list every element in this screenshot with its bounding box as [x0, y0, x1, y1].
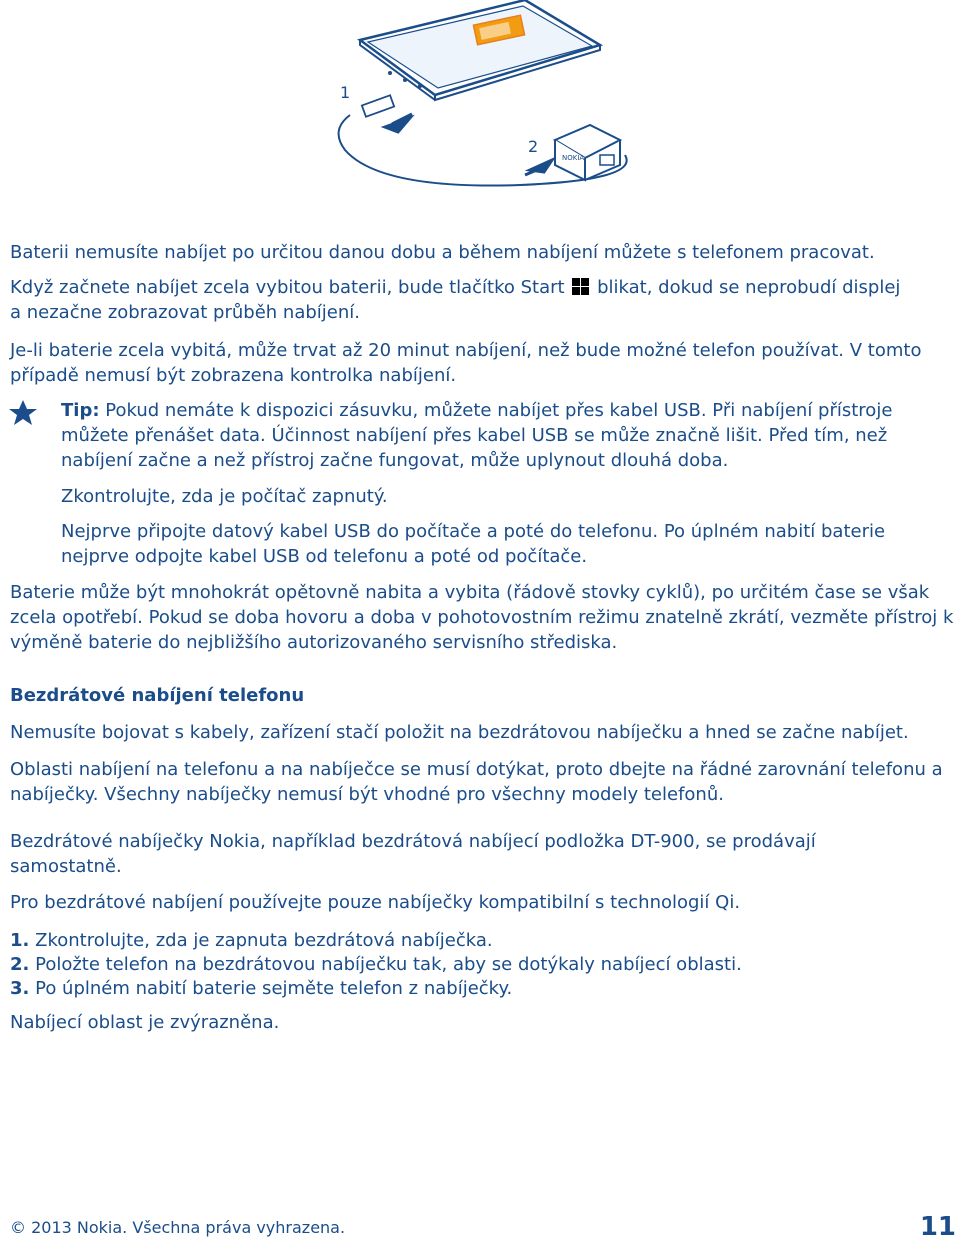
step-3: [10, 976, 512, 1001]
step-2-number: 2.: [10, 954, 30, 975]
paragraph-wireless-alignment: Oblasti nabíjení na telefonu a na nabíječce se musí dotýkat, proto dbejte na řádné zarovnání telefonu a nabíječky. Všechny nabíječky nemusí být vhodné pro všechny modely telefonů.: [10, 759, 943, 805]
paragraph-wireless-intro: Nemusíte bojovat s kabely, zařízení stačí položit na bezdrátovou nabíječku a hned se začne nabíjet.: [10, 722, 909, 743]
phone-image: [360, 0, 600, 100]
step-label-1: 1: [340, 83, 351, 102]
paragraph-empty-battery-line2: případě nemusí být zobrazena kontrolka nabíjení.: [10, 365, 457, 386]
charging-illustration: [320, 0, 650, 200]
tip-paragraph: [61, 398, 951, 473]
tip-connect-usb: Nejprve připojte datový kabel USB do počítače a poté do telefonu. Po úplném nabití baterie nejprve odpojte kabel USB od telefonu a poté od počítače.: [61, 521, 886, 567]
start-blink-text-1: Když začnete nabíjet zcela vybitou baterii, bude tlačítko Start: [10, 277, 565, 298]
paragraph-wireless-qi: Pro bezdrátové nabíjení používejte pouze nabíječky kompatibilní s technologií Qi.: [10, 892, 741, 913]
step-2-text: Položte telefon na bezdrátovou nabíječku tak, aby se dotýkaly nabíjecí oblasti.: [35, 954, 742, 975]
arrow-1-icon: [385, 114, 412, 132]
page-number: 11: [919, 1212, 956, 1242]
step-1: [10, 928, 493, 953]
tip-label: Tip:: [61, 400, 100, 421]
charger-image: [555, 125, 620, 180]
tip-check-computer: Zkontrolujte, zda je počítač zapnutý.: [61, 486, 388, 507]
paragraph-start-blink: [10, 275, 900, 300]
step-2: [10, 952, 742, 977]
tip-star-icon: [8, 398, 38, 428]
step-3-number: 3.: [10, 978, 30, 999]
windows-start-icon: [572, 278, 589, 295]
section-heading-wireless: Bezdrátové nabíjení telefonu: [10, 685, 305, 706]
paragraph-empty-battery-line1: Je-li baterie zcela vybitá, může trvat až 20 minut nabíjení, než bude možné telefon používat. V tomto: [10, 340, 922, 361]
step-1-number: 1.: [10, 930, 30, 951]
start-blink-text-2: blikat, dokud se neprobudí displej: [597, 277, 901, 298]
footer-copyright: © 2013 Nokia. Všechna práva vyhrazena.: [10, 1218, 346, 1237]
step-1-text: Zkontrolujte, zda je zapnuta bezdrátová nabíječka.: [35, 930, 493, 951]
step-label-2: 2: [528, 137, 539, 156]
step-3-text: Po úplném nabití baterie sejměte telefon z nabíječky.: [35, 978, 513, 999]
paragraph-charging-area-highlighted: Nabíjecí oblast je zvýrazněna.: [10, 1012, 280, 1033]
arrow-2-icon: [525, 160, 552, 175]
paragraph-start-blink-line2: a nezačne zobrazovat průběh nabíjení.: [10, 302, 360, 323]
paragraph-no-fixed-time: Baterii nemusíte nabíjet po určitou danou dobu a během nabíjení můžete s telefonem pracovat.: [10, 242, 875, 263]
svg-text:NOKIA: NOKIA: [562, 154, 585, 162]
paragraph-wireless-nokia-chargers: Bezdrátové nabíječky Nokia, například bezdrátová nabíjecí podložka DT-900, se prodávají samostatně.: [10, 831, 816, 877]
tip-text: Pokud nemáte k dispozici zásuvku, můžete nabíjet přes kabel USB. Při nabíjení přístroje můžete přenášet data. Účinnost nabíjení přes kabel USB se může značně lišit. Před tím, než nabíjení začne a než přístroj začne fungovat, může uplynout dlouhá doba.: [61, 400, 893, 471]
paragraph-battery-life: Baterie může být mnohokrát opětovně nabita a vybita (řádově stovky cyklů), po určitém čase se však zcela opotřebí. Pokud se doba hovoru a doba v pohotovostním režimu znatelně zkrátí, vezměte přístroj k výměně baterie do nejbližšího autorizovaného servisního střediska.: [10, 582, 954, 653]
